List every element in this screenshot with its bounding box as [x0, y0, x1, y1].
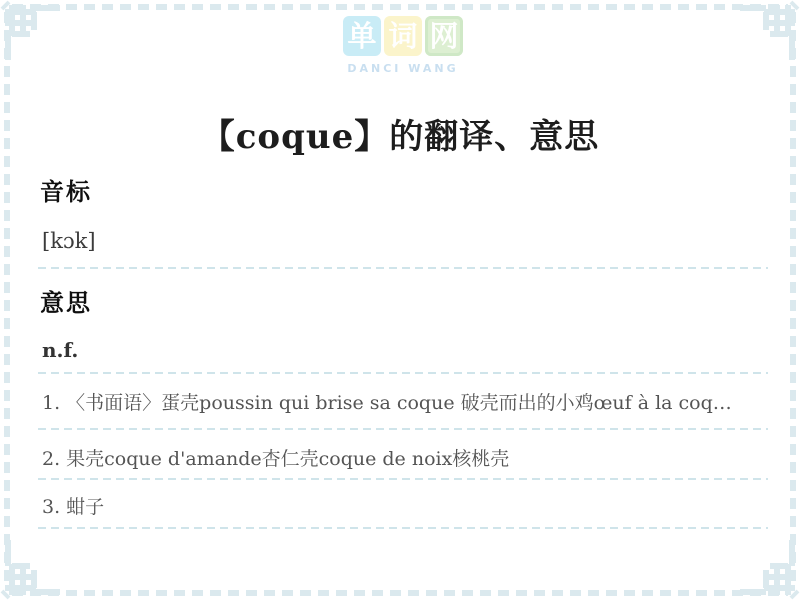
separator: [38, 478, 768, 480]
logo-tile-wang: 网: [425, 16, 463, 56]
separator: [38, 267, 768, 269]
corner-ornament-icon: [0, 538, 62, 600]
page-title: 【coque】的翻译、意思: [200, 116, 600, 157]
separator: [38, 372, 768, 374]
corner-ornament-icon: [738, 538, 800, 600]
frame-border-top: [12, 4, 788, 10]
phonetic-heading: 音标: [40, 177, 92, 206]
phonetic-value: [kɔk]: [42, 229, 96, 253]
separator: [38, 527, 768, 529]
definition-item: 3. 蚶子: [42, 496, 105, 518]
corner-ornament-icon: [0, 0, 62, 62]
site-watermark: [318, 16, 488, 75]
meaning-heading: 意思: [40, 288, 92, 317]
definition-item: 1. 〈书面语〉蛋壳poussin qui brise sa coque 破壳而出的小鸡œuf à la coq…: [42, 392, 732, 414]
part-of-speech: n.f.: [42, 338, 79, 362]
separator: [38, 428, 768, 430]
logo-subtitle: DANCI WANG: [347, 62, 459, 75]
corner-ornament-icon: [738, 0, 800, 62]
logo-tile-dan: 单: [343, 16, 381, 56]
frame-border-left: [4, 12, 10, 588]
frame-border-right: [790, 12, 796, 588]
frame-border-bottom: [12, 590, 788, 596]
logo-tiles: [318, 16, 488, 56]
logo-tile-ci: 词: [384, 16, 422, 56]
definition-item: 2. 果壳coque d'amande杏仁壳coque de noix核桃壳: [42, 448, 510, 470]
